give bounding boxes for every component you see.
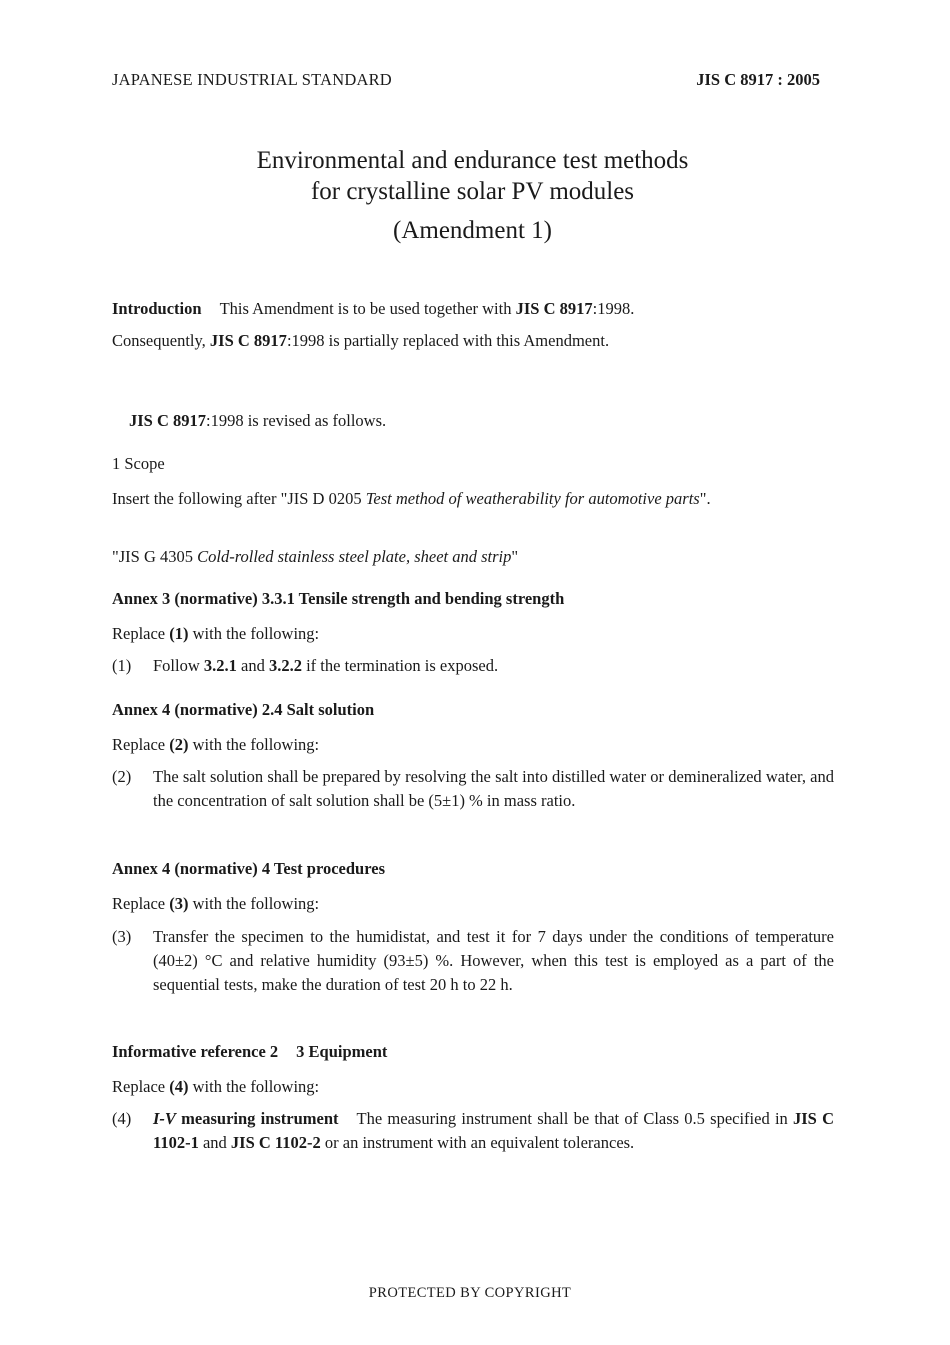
item-text: The salt solution shall be prepared by resolving the salt into distilled water or demineralized water, and the concentration of salt solution shall be (5±1) % in mass ratio. (153, 767, 834, 810)
annex4-salt-heading: Annex 4 (normative) 2.4 Salt solution (112, 700, 375, 719)
annex4-salt-item (112, 765, 834, 813)
item-text: Transfer the specimen to the humidistat, and test it for 7 days under the conditions of temperature (40±2) °C and relative humidity (93±5) %. However, when this test is employed as a part of the sequential tests, make the duration of test 20 h to 22 h. (153, 927, 834, 994)
title-line-1: Environmental and endurance test methods (256, 147, 689, 174)
item-number: (3) (112, 927, 132, 946)
document-title (0, 145, 945, 207)
informative-reference-replace-line: Replace (4) with the following: (112, 1077, 320, 1096)
annex3-item (112, 654, 834, 678)
scope-insert-instruction: Insert the following after "JIS D 0205 Test method of weatherability for automotive parts". (112, 489, 711, 508)
title-line-2: for crystalline solar PV modules (310, 178, 635, 205)
introduction-line-2: Consequently, JIS C 8917:1998 is partially replaced with this Amendment. (112, 331, 610, 350)
item-text: Follow 3.2.1 and 3.2.2 if the termination is exposed. (153, 656, 499, 675)
item-number: (2) (112, 767, 132, 786)
annex3-heading: Annex 3 (normative) 3.3.1 Tensile strength and bending strength (112, 589, 565, 608)
introduction-label: Introduction (112, 299, 202, 318)
annex4-salt-replace-line: Replace (2) with the following: (112, 735, 320, 754)
annex3-replace-line: Replace (1) with the following: (112, 624, 320, 643)
standard-number: JIS C 8917 : 2005 (696, 70, 820, 89)
copyright-footer: PROTECTED BY COPYRIGHT (368, 1285, 572, 1301)
annex4-procedures-item (112, 925, 834, 997)
item-text: I-V measuring instrument The measuring instrument shall be that of Class 0.5 specified in JIS C 1102-1 and JIS C 1102-2 or an instrument with an equivalent tolerances. (153, 1109, 835, 1152)
introduction-line-1: Introduction This Amendment is to be used together with JIS C 8917:1998. (112, 299, 635, 318)
amendment-label: (Amendment 1) (393, 217, 552, 244)
informative-reference-heading: Informative reference 2 3 Equipment (112, 1042, 388, 1061)
standard-header: JAPANESE INDUSTRIAL STANDARD (112, 70, 392, 89)
annex4-procedures-heading: Annex 4 (normative) 4 Test procedures (112, 859, 386, 878)
informative-reference-item (112, 1107, 834, 1155)
scope-heading: 1 Scope (112, 454, 165, 473)
annex4-procedures-replace-line: Replace (3) with the following: (112, 894, 320, 913)
item-number: (4) (112, 1109, 132, 1128)
scope-inserted-reference: "JIS G 4305 Cold-rolled stainless steel plate, sheet and strip" (112, 547, 519, 566)
item-number: (1) (112, 656, 132, 675)
revision-statement: JIS C 8917:1998 is revised as follows. (129, 411, 387, 430)
